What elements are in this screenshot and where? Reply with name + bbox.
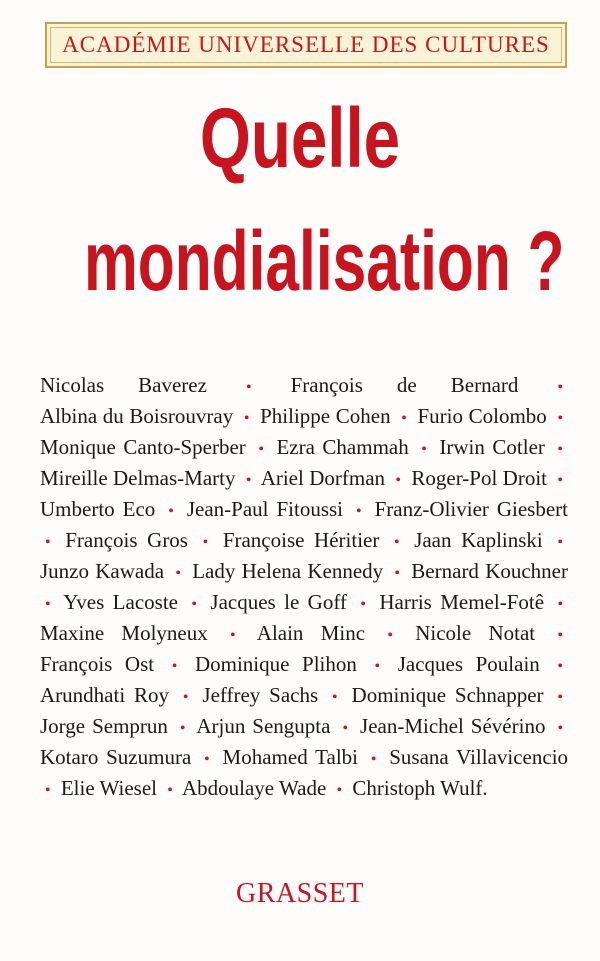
author-name: Jorge Semprun — [40, 714, 168, 738]
author-name: Kotaro Suzumura — [40, 745, 192, 769]
author-name: Jacques Poulain — [397, 652, 540, 676]
bullet-separator: • — [168, 503, 174, 520]
author-name: Jeffrey Sachs — [202, 683, 319, 707]
bullet-separator: • — [557, 596, 564, 613]
author-name: Lady Helena Kennedy — [192, 559, 384, 583]
bullet-separator: • — [557, 472, 563, 489]
author-name: Christoph Wulf. — [352, 776, 488, 800]
author-name: Bernard Kouchner — [411, 559, 568, 583]
author-name: Junzo Kawada — [40, 559, 165, 583]
bullet-separator: • — [45, 782, 51, 799]
author-name: Franz-Olivier Giesbert — [374, 497, 569, 521]
bullet-separator: • — [374, 658, 381, 675]
bullet-separator: • — [202, 534, 209, 551]
author-name: Albina du Boisrouvray — [40, 404, 234, 428]
bullet-separator: • — [557, 534, 563, 551]
bullet-separator: • — [243, 410, 250, 427]
author-list — [40, 371, 568, 805]
author-name: Yves Lacoste — [63, 590, 178, 614]
author-name: François Gros — [65, 528, 188, 552]
title-line-2: mondialisation ? — [83, 214, 565, 308]
author-name: Jaan Kaplinski — [414, 528, 543, 552]
bullet-separator: • — [45, 596, 51, 613]
author-name: Dominique Plihon — [194, 652, 357, 676]
bullet-separator: • — [204, 751, 210, 768]
bullet-separator: • — [258, 441, 264, 458]
bullet-separator: • — [342, 720, 349, 737]
bullet-separator: • — [395, 472, 402, 489]
bullet-separator: • — [393, 534, 400, 551]
bullet-separator: • — [245, 379, 252, 396]
bullet-separator: • — [171, 658, 178, 675]
bullet-separator: • — [356, 503, 362, 520]
bullet-separator: • — [175, 565, 181, 582]
author-name: Elie Wiesel — [60, 776, 158, 800]
series-banner — [45, 22, 567, 68]
author-name: Nicole Notat — [415, 621, 536, 645]
bullet-separator: • — [557, 689, 564, 706]
bullet-separator: • — [557, 658, 564, 675]
bullet-separator: • — [557, 410, 564, 427]
bullet-separator: • — [179, 720, 186, 737]
author-name: Ariel Dorfman — [260, 466, 386, 490]
bullet-separator: • — [557, 441, 564, 458]
bullet-separator: • — [557, 379, 564, 396]
author-name: Alain Minc — [256, 621, 366, 645]
bullet-separator: • — [191, 596, 197, 613]
author-name: Jacques le Goff — [210, 590, 347, 614]
author-name: Dominique Schnapper — [351, 683, 544, 707]
publisher-name: GRASSET — [236, 878, 364, 909]
bullet-separator: • — [370, 751, 377, 768]
author-name: François Ost — [40, 652, 155, 676]
bullet-separator: • — [557, 627, 564, 644]
bullet-separator: • — [167, 782, 173, 799]
author-name: Furio Colombo — [417, 404, 547, 428]
bullet-separator: • — [360, 596, 366, 613]
author-name: Arjun Sengupta — [196, 714, 331, 738]
bullet-separator: • — [230, 627, 236, 644]
author-name: Mireille Delmas-Marty — [40, 466, 236, 490]
author-name: Françoise Héritier — [222, 528, 380, 552]
author-name: Roger-Pol Droit — [411, 466, 548, 490]
author-name: Jean-Paul Fitoussi — [186, 497, 344, 521]
bullet-separator: • — [557, 720, 564, 737]
author-name: Harris Memel-Fotê — [379, 590, 545, 614]
author-name: Nicolas Baverez — [40, 373, 207, 397]
author-name: Irwin Cotler — [439, 435, 545, 459]
author-name: Umberto Eco — [40, 497, 156, 521]
author-name: Jean-Michel Sévérino — [360, 714, 546, 738]
author-name: Philippe Cohen — [260, 404, 391, 428]
bullet-separator: • — [421, 441, 427, 458]
author-name: Arundhati Roy — [40, 683, 170, 707]
title-line-1: Quelle — [199, 91, 401, 185]
bullet-separator: • — [387, 627, 393, 644]
bullet-separator: • — [336, 782, 343, 799]
author-name: Maxine Molyneux — [40, 621, 208, 645]
author-name: Susana Villavicencio — [389, 745, 569, 769]
author-name: François de Bernard — [290, 373, 519, 397]
bullet-separator: • — [401, 410, 407, 427]
author-name: Mohamed Talbi — [222, 745, 358, 769]
author-name: Abdoulaye Wade — [181, 776, 327, 800]
bullet-separator: • — [394, 565, 401, 582]
author-name: Monique Canto-Sperber — [40, 435, 246, 459]
bullet-separator: • — [332, 689, 338, 706]
bullet-separator: • — [45, 534, 51, 551]
series-banner-frame — [50, 27, 562, 63]
series-label: ACADÉMIE UNIVERSELLE DES CULTURES — [62, 32, 550, 57]
bullet-separator: • — [245, 472, 252, 489]
bullet-separator: • — [182, 689, 189, 706]
author-name: Ezra Chammah — [276, 435, 409, 459]
